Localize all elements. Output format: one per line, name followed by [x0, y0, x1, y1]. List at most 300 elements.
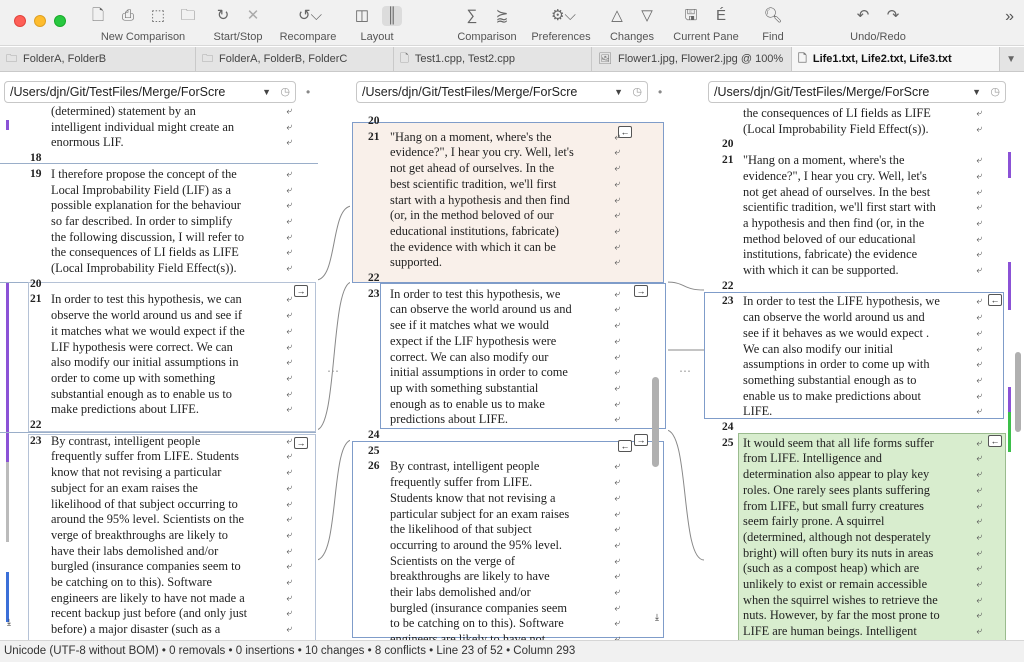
text-line[interactable]: evidence?", I hear you cry. Well, let's: [743, 168, 927, 183]
line-ending-icon: ⤶: [614, 508, 620, 520]
text-line[interactable]: Students know that not revising a: [390, 490, 556, 505]
line-number: 19: [30, 167, 42, 180]
text-line[interactable]: frequently suffer from LIFE.: [390, 475, 533, 490]
text-line[interactable]: In order to test this hypothesis, we: [390, 286, 561, 301]
toolbar-label: Layout: [360, 31, 394, 43]
text-line[interactable]: By contrast, intelligent people: [390, 459, 540, 474]
line-ending-icon: ⤶: [976, 516, 982, 528]
copy-left-button[interactable]: ←: [988, 294, 1002, 306]
line-ending-icon: ⤶: [286, 263, 292, 274]
line-ending-icon: ⤶: [614, 147, 620, 159]
line-ending-icon: ⤶: [286, 137, 292, 149]
line-ending-icon: ⤶: [286, 357, 292, 369]
text-line[interactable]: LIF hypothesis were correct. We can: [51, 339, 233, 354]
gutter-change-marker: [6, 572, 9, 622]
chevron-down-icon[interactable]: ▼: [262, 87, 271, 97]
line-ending-icon: ⤶: [976, 343, 982, 355]
line-number: 20: [30, 277, 42, 290]
splitter-handle[interactable]: ⋯: [679, 364, 691, 378]
line-ending-icon: ⤶: [286, 467, 292, 479]
text-line[interactable]: know that not revising a particular: [51, 465, 222, 480]
text-line[interactable]: enough as to enable us to make: [390, 396, 545, 411]
left-path-field[interactable]: [4, 81, 296, 103]
redo-icon: ↷: [886, 7, 900, 24]
text-line[interactable]: scientific tradition, we'll first start with: [743, 200, 936, 215]
line-ending-icon: ⤶: [286, 529, 292, 541]
copy-right-button[interactable]: →: [294, 285, 308, 297]
text-line[interactable]: the consequences of LI fields as LIFE: [743, 106, 931, 120]
gutter-change-marker: [1008, 262, 1011, 310]
line-ending-icon: ⤶: [286, 215, 292, 227]
text-line[interactable]: subject for an exam raises the: [51, 480, 198, 495]
toolbar-group-current-pane[interactable]: [668, 6, 744, 44]
text-line[interactable]: can observe the world around us and: [390, 302, 572, 317]
minimize-window-button[interactable]: [34, 15, 46, 27]
toolbar: [0, 0, 1024, 46]
toolbar-group-undo-redo[interactable]: [840, 6, 916, 44]
line-number: 23: [722, 295, 734, 308]
line-ending-icon: ⤶: [614, 367, 620, 379]
line-ending-icon: ⤶: [286, 624, 292, 636]
line-number: 25: [722, 436, 734, 449]
line-ending-icon: ⤶: [976, 437, 982, 449]
line-ending-icon: ⤶: [976, 217, 982, 229]
line-ending-icon: ⤶: [614, 304, 620, 316]
pane-menu-icon[interactable]: •: [306, 85, 311, 99]
text-line[interactable]: (Local Improbability Field Effect(s)).: [743, 121, 929, 136]
line-ending-icon: ⤶: [286, 482, 292, 494]
line-ending-icon: ⤶: [614, 131, 620, 143]
text-line[interactable]: Local Improbability Field (LIF) as a: [51, 182, 231, 197]
sigma-icon: ∑: [466, 7, 478, 24]
middle-pane[interactable]: [350, 112, 668, 640]
line-ending-icon: ⤶: [614, 618, 620, 630]
line-number: 22: [722, 279, 734, 292]
text-line[interactable]: (determined, although not desperately: [743, 529, 931, 544]
line-ending-icon: ⤶: [286, 451, 292, 463]
tab-test-cpp[interactable]: [394, 47, 592, 71]
stop-icon: ✕: [246, 7, 260, 24]
text-line[interactable]: start with a hypothesis and then find: [390, 192, 570, 207]
line-ending-icon: ⤶: [614, 398, 620, 410]
text-line[interactable]: from LIFE. Intelligence and: [743, 451, 883, 466]
text-line[interactable]: evidence?", I hear you cry. Well, let's: [390, 145, 574, 160]
text-line[interactable]: substantial enough as to enable us to: [51, 386, 233, 401]
text-line[interactable]: burgled (insurance companies seem: [390, 600, 567, 615]
text-line[interactable]: can observe the world around us and: [743, 310, 925, 325]
recompare-icon: ↺⌵: [298, 7, 322, 24]
line-ending-icon: ⤶: [286, 498, 292, 510]
undo-icon: ↶: [856, 7, 870, 24]
copy-left-button[interactable]: ←: [618, 126, 632, 138]
copy-right-button[interactable]: →: [634, 285, 648, 297]
toolbar-group-changes[interactable]: [600, 6, 664, 44]
text-line[interactable]: have their labs demolished and/or: [51, 543, 219, 558]
line-ending-icon: ⤶: [614, 257, 620, 269]
line-number: 24: [722, 421, 734, 433]
line-ending-icon: ⤶: [976, 626, 982, 638]
text-line[interactable]: when the squirrel wishes to retrieve the: [743, 592, 938, 607]
toolbar-label: Find: [762, 31, 784, 43]
line-ending-icon: ⤶: [286, 592, 292, 604]
text-line[interactable]: verge of breakthroughs are likely to: [51, 527, 228, 542]
toolbar-group-new-comparison[interactable]: [88, 6, 198, 44]
pane-menu-icon[interactable]: •: [658, 85, 663, 99]
line-ending-icon: ⤶: [614, 587, 620, 598]
text-line[interactable]: to be catching on to this). Software: [390, 616, 564, 631]
text-line[interactable]: not get ahead of ourselves. In the best: [743, 184, 931, 199]
toolbar-label: Current Pane: [673, 31, 739, 43]
left-path-bar: [4, 80, 310, 104]
text-line[interactable]: not get ahead of ourselves. In the: [390, 161, 555, 176]
diff-block-border: [0, 163, 318, 164]
line-ending-icon: ⤶: [976, 563, 982, 575]
tab-label: FolderA, FolderB, FolderC: [219, 53, 348, 65]
prev-change-icon: △: [611, 7, 623, 24]
toolbar-group-comparison[interactable]: [452, 6, 522, 44]
line-ending-icon: ⤶: [286, 545, 292, 557]
scroll-bottom-icon[interactable]: ⤓: [655, 612, 659, 622]
right-scrollbar[interactable]: [1015, 352, 1021, 432]
tab-overflow-icon[interactable]: ▼: [1006, 53, 1016, 65]
text-line[interactable]: make predictions about LIFE.: [51, 402, 199, 417]
line-ending-icon: ⤶: [976, 170, 982, 182]
zoom-window-button[interactable]: [54, 15, 66, 27]
status-text: Unicode (UTF-8 without BOM) • 0 removals • 0 insertions • 10 changes • 8 conflicts • Line 23 of 52 • Column 293: [4, 645, 576, 657]
status-bar: [0, 640, 1024, 662]
gutter-change-marker: [6, 282, 9, 462]
line-ending-icon: ⤶: [614, 225, 620, 237]
text-line[interactable]: I therefore propose the concept of the: [51, 166, 237, 181]
text-line[interactable]: (or, in the method beloved of our: [390, 208, 554, 223]
line-ending-icon: ⤶: [286, 121, 292, 133]
history-icon[interactable]: ◷: [280, 86, 290, 98]
text-line[interactable]: enormous LIF.: [51, 135, 124, 150]
gutter-change-marker: [1008, 412, 1011, 452]
text-line[interactable]: correct. We can also modify our: [390, 349, 549, 364]
line-ending-icon: ⤶: [614, 320, 620, 332]
line-ending-icon: ⤶: [286, 341, 292, 353]
line-ending-icon: ⤶: [976, 531, 982, 543]
line-ending-icon: ⤶: [286, 294, 292, 306]
line-ending-icon: ⤶: [614, 492, 620, 504]
toolbar-group-recompare[interactable]: [278, 6, 338, 44]
line-ending-icon: ⤶: [976, 312, 982, 324]
line-ending-icon: ⤶: [976, 594, 982, 606]
line-ending-icon: ⤶: [614, 461, 620, 473]
line-ending-icon: ⤶: [286, 200, 292, 212]
text-line[interactable]: method beloved of our educational: [743, 231, 916, 246]
line-ending-icon: ⤶: [976, 202, 982, 214]
left-path-text: /Users/djn/Git/TestFiles/Merge/ForScre: [10, 85, 226, 99]
text-line[interactable]: We can also modify our initial: [743, 341, 894, 356]
history-icon[interactable]: ◷: [990, 86, 1000, 98]
toolbar-overflow-icon[interactable]: »: [1005, 8, 1014, 25]
line-ending-icon: ⤶: [614, 602, 620, 614]
text-line[interactable]: see if it behaves as we would expect .: [743, 325, 930, 340]
text-line[interactable]: also modify our initial assumptions in: [51, 355, 239, 370]
text-line[interactable]: it matches what we would expect if the: [51, 323, 245, 338]
copy-right-button[interactable]: →: [294, 437, 308, 449]
line-ending-icon: ⤶: [976, 610, 982, 622]
line-number: 20: [722, 138, 734, 151]
text-line[interactable]: the evidence with which it can be: [390, 239, 556, 254]
line-ending-icon: ⤶: [614, 555, 620, 567]
text-line[interactable]: roles. One rarely sees plants suffering: [743, 482, 930, 497]
gutter-change-marker: [6, 120, 9, 130]
text-line[interactable]: before) a major disaster (such as a: [51, 622, 221, 637]
new-folder-icon: 🗀: [180, 7, 196, 24]
line-ending-icon: ⤶: [976, 547, 982, 559]
text-line[interactable]: determination also appear to play key: [743, 467, 930, 482]
line-number: 21: [722, 154, 734, 167]
gear-icon: ⚙⌵: [551, 7, 576, 24]
chevron-down-icon[interactable]: ▼: [614, 87, 623, 97]
copy-right-button[interactable]: →: [634, 434, 648, 446]
line-ending-icon: ⤶: [614, 539, 620, 551]
toolbar-label: Changes: [609, 31, 655, 43]
text-line[interactable]: In order to test the LIFE hypothesis, we: [743, 294, 940, 309]
text-line[interactable]: be catching on to this). Software: [51, 575, 213, 589]
file-icon: 🗋: [400, 53, 409, 65]
text-line[interactable]: (Local Improbability Field Effect(s)).: [51, 261, 237, 275]
line-ending-icon: ⤶: [976, 233, 982, 245]
line-number: 23: [368, 287, 380, 300]
line-ending-icon: ⤶: [614, 477, 620, 489]
toolbar-label: Recompare: [279, 31, 337, 43]
text-line[interactable]: the following discussion, I will refer to: [51, 229, 245, 244]
text-line[interactable]: By contrast, intelligent people: [51, 433, 201, 448]
right-path-text: /Users/djn/Git/TestFiles/Merge/ForScre: [714, 85, 930, 99]
tab-flower-jpg[interactable]: [592, 47, 792, 71]
line-number: 25: [368, 444, 380, 457]
line-ending-icon: ⤶: [614, 241, 620, 253]
text-line[interactable]: predictions about LIFE.: [390, 412, 509, 427]
text-line[interactable]: educational institutions, fabricate): [390, 223, 559, 238]
line-number: 23: [30, 434, 42, 447]
text-line[interactable]: from LIFE, but small furry creatures: [743, 498, 924, 513]
line-ending-icon: ⤶: [286, 388, 292, 400]
line-ending-icon: ⤶: [976, 406, 982, 418]
history-icon[interactable]: ◷: [632, 86, 642, 98]
next-change-icon: ▽: [641, 7, 653, 24]
line-ending-icon: ⤶: [976, 296, 982, 308]
text-line[interactable]: the consequences of LI fields as LIFE: [51, 245, 239, 260]
line-ending-icon: ⤶: [286, 325, 292, 337]
text-line[interactable]: their labs demolished and/or: [390, 585, 531, 599]
right-pane[interactable]: [704, 106, 1024, 640]
line-ending-icon: ⤶: [976, 249, 982, 261]
line-ending-icon: ⤶: [614, 351, 620, 363]
line-ending-icon: ⤶: [976, 155, 982, 167]
text-line[interactable]: possible explanation for the behaviour: [51, 198, 241, 213]
line-number: 18: [30, 152, 42, 165]
text-line[interactable]: supported.: [390, 255, 442, 270]
line-ending-icon: ⤶: [976, 484, 982, 496]
text-line[interactable]: enable us to make predictions about: [743, 388, 921, 403]
text-line[interactable]: a hypothesis and then find (or, in the: [743, 215, 925, 230]
line-ending-icon: ⤶: [976, 579, 982, 590]
line-ending-icon: ⤶: [286, 310, 292, 322]
line-ending-icon: ⤶: [614, 210, 620, 222]
line-ending-icon: ⤶: [286, 561, 292, 573]
line-ending-icon: ⤶: [614, 335, 620, 347]
toolbar-group-start-stop[interactable]: [208, 6, 268, 44]
text-line[interactable]: nuts. However, by far the most prone to: [743, 608, 940, 623]
text-line[interactable]: something substantial enough as to: [743, 372, 917, 387]
text-line[interactable]: burgled (insurance companies seem to: [51, 559, 241, 574]
line-number: 21: [368, 130, 380, 143]
toolbar-group-preferences[interactable]: [528, 6, 594, 44]
toolbar-label: Start/Stop: [213, 31, 263, 43]
folder-icon: 🗀: [6, 53, 17, 65]
tab-label: Flower1.jpg, Flower2.jpg @ 100%: [617, 53, 784, 65]
gutter-change-marker: [1008, 152, 1011, 178]
chevron-down-icon[interactable]: ▼: [972, 87, 981, 97]
toolbar-label: Comparison: [457, 31, 517, 43]
middle-path-field[interactable]: [356, 81, 648, 103]
text-line[interactable]: particular subject for an exam raises: [390, 506, 570, 521]
text-line[interactable]: recent backup just before (and only just: [51, 606, 248, 621]
text-line[interactable]: institutions, fabricate) the evidence: [743, 247, 918, 262]
text-line[interactable]: engineers are likely to have not made a: [51, 590, 245, 605]
file-icon: 🗋: [798, 53, 807, 65]
text-line[interactable]: frequently suffer from LIFE. Students: [51, 449, 240, 464]
text-line[interactable]: occurring to around the 95% level.: [390, 537, 563, 552]
text-line[interactable]: with which it can be supported.: [743, 263, 899, 277]
line-ending-icon: ⤶: [976, 500, 982, 512]
line-ending-icon: ⤶: [286, 247, 292, 259]
text-line[interactable]: see if it matches what we would: [390, 318, 549, 333]
text-line[interactable]: expect if the LIF hypothesis were: [390, 333, 557, 348]
text-line[interactable]: (determined) statement by an: [51, 104, 196, 118]
tab-label: Test1.cpp, Test2.cpp: [414, 53, 515, 65]
line-ending-icon: ⤶: [614, 194, 620, 206]
image-icon: 🖼︎: [598, 53, 612, 65]
line-ending-icon: ⤶: [976, 327, 982, 339]
text-line[interactable]: observe the world around us and see if: [51, 308, 242, 323]
text-line[interactable]: so far described. In order to simplify: [51, 213, 233, 228]
tab-label: Life1.txt, Life2.txt, Life3.txt: [812, 53, 952, 65]
text-line[interactable]: seem fairly prone. A squirrel: [743, 514, 885, 529]
line-number: 21: [30, 293, 42, 306]
text-line[interactable]: LIFE.: [743, 404, 773, 419]
text-line[interactable]: unlikely to exist or remain accessible: [743, 577, 928, 591]
line-ending-icon: ⤶: [614, 414, 620, 426]
toolbar-label: New Comparison: [100, 31, 186, 43]
line-ending-icon: ⤶: [976, 123, 982, 135]
line-number: 24: [368, 429, 380, 441]
text-line[interactable]: intelligent individual might create an: [51, 119, 235, 134]
text-line[interactable]: best scientific tradition, we'll first: [390, 176, 557, 191]
layout-3-icon: ║: [382, 6, 402, 26]
text-line[interactable]: assumptions in order to come up with: [743, 357, 930, 372]
edit-icon: É: [715, 7, 726, 24]
text-line[interactable]: Scientists on the verge of: [390, 553, 516, 568]
line-ending-icon: ⤶: [286, 514, 292, 526]
tab-label: FolderA, FolderB: [23, 53, 107, 65]
toolbar-label: Undo/Redo: [850, 31, 906, 43]
right-path-field[interactable]: [708, 81, 1006, 103]
line-number: 22: [368, 272, 380, 284]
copy-left-button[interactable]: ←: [618, 440, 632, 452]
middle-scrollbar[interactable]: [652, 377, 659, 467]
text-line[interactable]: likelihood of that subject occurring to: [51, 496, 238, 511]
refresh-icon: ↻: [216, 7, 230, 24]
text-line[interactable]: up with something substantial: [390, 380, 539, 395]
tab-life-txt[interactable]: [792, 47, 1000, 71]
close-window-button[interactable]: [14, 15, 26, 27]
toolbar-label: Preferences: [531, 31, 591, 43]
toolbar-group-layout[interactable]: [350, 6, 404, 44]
text-line[interactable]: around the 95% level. Scientists on the: [51, 512, 245, 527]
text-line[interactable]: order to come up with something: [51, 370, 216, 385]
text-line[interactable]: initial assumptions in order to come: [390, 365, 568, 380]
toolbar-group-find[interactable]: [750, 6, 796, 44]
line-ending-icon: ⤶: [976, 359, 982, 371]
sigma-alt-icon: ⪸: [495, 7, 509, 24]
line-ending-icon: ⤶: [614, 288, 620, 300]
line-ending-icon: ⤶: [286, 608, 292, 620]
new-text-icon: ⎙: [121, 7, 134, 24]
tab-folder-ab[interactable]: [0, 47, 196, 71]
text-line[interactable]: LIFE are human beings. Intelligent: [743, 624, 917, 639]
line-ending-icon: ⤶: [286, 577, 292, 588]
text-line[interactable]: the likelihood of that subject: [390, 522, 532, 537]
text-line[interactable]: breakthroughs are likely to have: [390, 569, 550, 584]
line-ending-icon: ⤶: [976, 186, 982, 198]
text-line[interactable]: "Hang on a moment, where's the: [390, 129, 552, 144]
splitter-handle[interactable]: ⋯: [327, 364, 339, 378]
line-ending-icon: ⤶: [976, 108, 982, 119]
line-ending-icon: ⤶: [286, 435, 292, 447]
line-ending-icon: ⤶: [286, 106, 292, 117]
text-line[interactable]: bright) will often bury its nuts in areas: [743, 545, 934, 560]
layout-2-icon: ◫: [354, 7, 370, 24]
middle-path-text: /Users/djn/Git/TestFiles/Merge/ForScre: [362, 85, 578, 99]
text-line[interactable]: In order to test this hypothesis, we can: [51, 292, 242, 307]
left-pane[interactable]: [0, 104, 318, 640]
tab-folder-abc[interactable]: [196, 47, 394, 71]
line-ending-icon: ⤶: [286, 168, 292, 180]
line-ending-icon: ⤶: [976, 453, 982, 465]
line-ending-icon: ⤶: [976, 265, 982, 276]
line-ending-icon: ⤶: [286, 372, 292, 384]
line-ending-icon: ⤶: [286, 404, 292, 416]
line-ending-icon: ⤶: [286, 231, 292, 243]
line-ending-icon: ⤶: [976, 374, 982, 386]
line-number: 20: [368, 115, 380, 127]
text-line[interactable]: It would seem that all life forms suffer: [743, 435, 934, 450]
folder-icon: 🗀: [202, 53, 213, 65]
new-doc-icon: 🗋: [91, 7, 105, 24]
line-ending-icon: ⤶: [614, 382, 620, 394]
new-image-icon: ⬚: [150, 7, 166, 24]
text-line[interactable]: "Hang on a moment, where's the: [743, 153, 905, 168]
gutter-change-marker: [6, 462, 9, 542]
middle-path-bar: [356, 80, 662, 104]
line-ending-icon: ⤶: [976, 390, 982, 402]
line-ending-icon: ⤶: [614, 178, 620, 190]
line-ending-icon: ⤶: [286, 184, 292, 196]
right-path-bar: [708, 80, 1006, 104]
line-ending-icon: ⤶: [614, 571, 620, 583]
save-icon: 🖫: [684, 7, 698, 24]
copy-left-button[interactable]: ←: [988, 435, 1002, 447]
scroll-bottom-icon[interactable]: ⤓: [7, 617, 11, 627]
search-icon: 🔍︎: [763, 7, 783, 24]
text-line[interactable]: (such as a compost heap) which are: [743, 561, 920, 576]
